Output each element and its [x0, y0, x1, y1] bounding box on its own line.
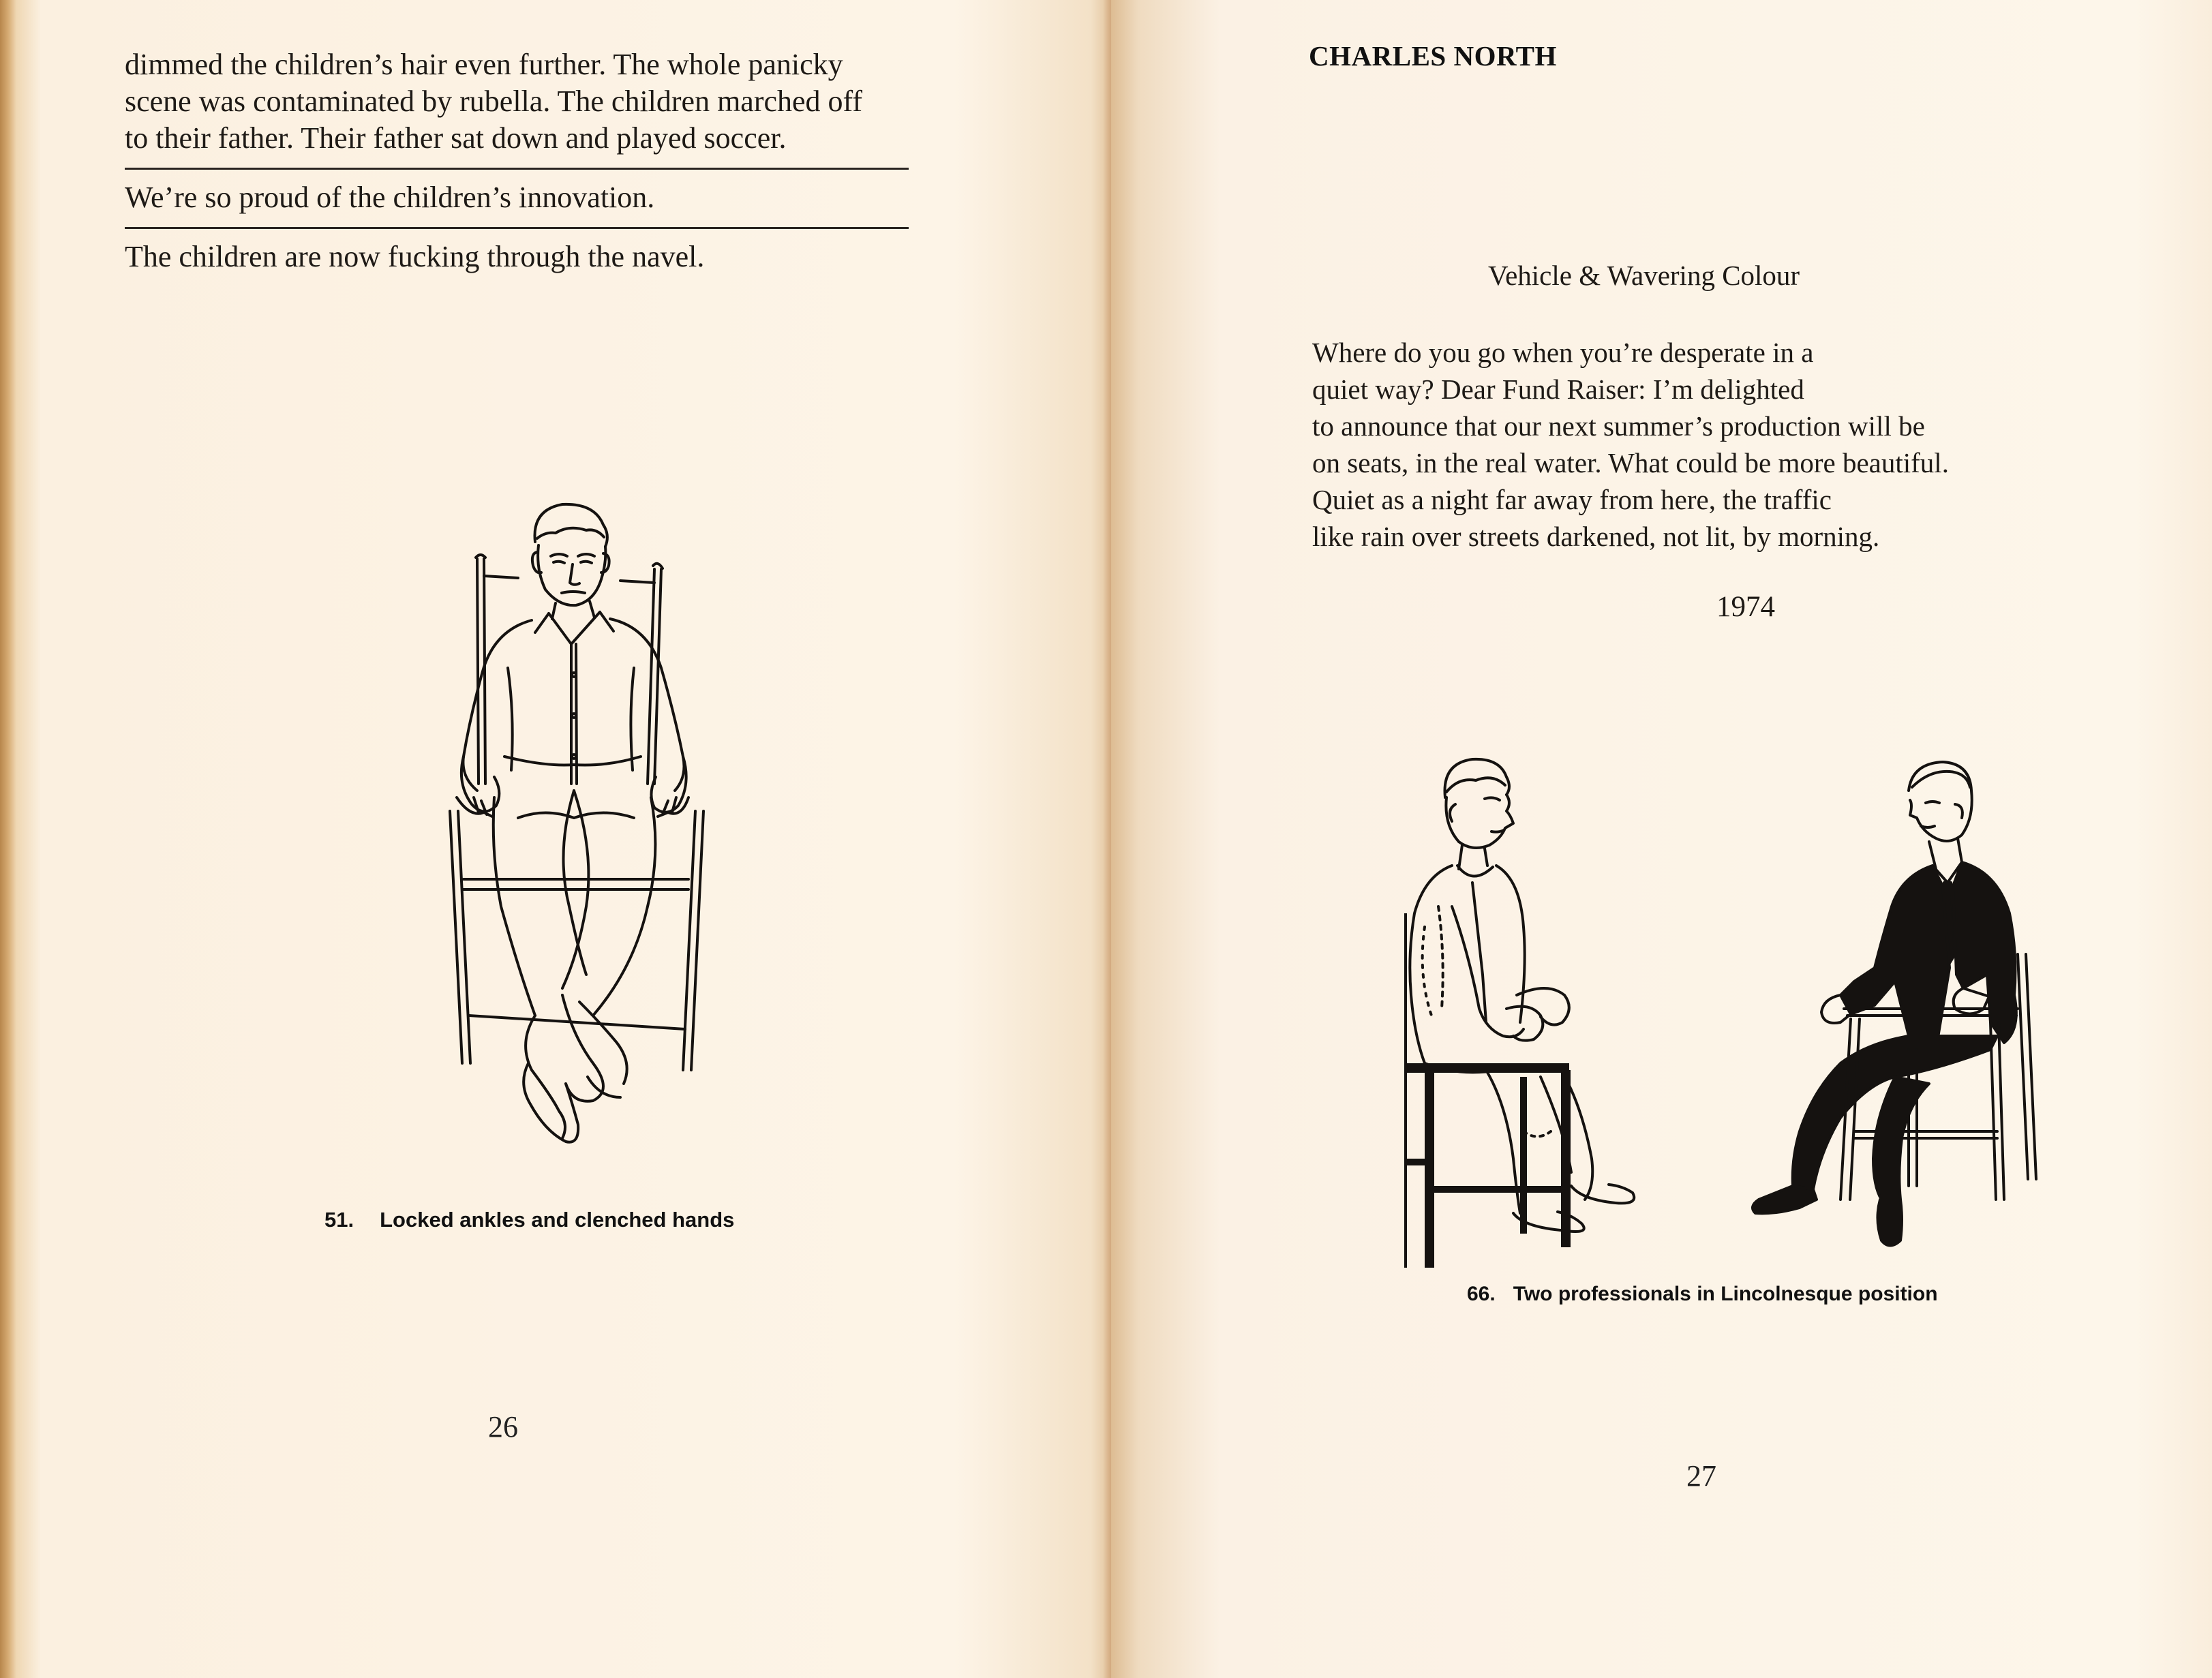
figure-caption: [324, 1208, 734, 1232]
divider-rule: [125, 227, 909, 229]
poem-line: Where do you go when you’re desperate in a: [1312, 337, 1814, 368]
prose-line: dimmed the children’s hair even further. The whole panicky: [125, 48, 843, 81]
prose-paragraph: We’re so proud of the children’s innovation.: [125, 181, 655, 214]
divider-rule: [125, 168, 909, 170]
poem-line: to announce that our next summer’s production will be: [1312, 410, 1925, 442]
page-number: 26: [488, 1410, 518, 1444]
poem-line: Quiet as a night far away from here, the traffic: [1312, 484, 1832, 515]
poem-line: quiet way? Dear Fund Raiser: I’m delighted: [1312, 373, 1804, 405]
figure-number: 66.: [1467, 1283, 1496, 1305]
poem-line: on seats, in the real water. What could be more beautiful.: [1312, 447, 1949, 478]
poem-line: like rain over streets darkened, not lit, by morning.: [1312, 521, 1880, 552]
left-prose: [125, 46, 970, 275]
seated-man-illustration: [416, 498, 750, 1193]
figure-number: 51.: [324, 1208, 354, 1232]
figure-caption-text: Two professionals in Lincolnesque position: [1513, 1283, 1938, 1305]
figure-caption-text: Locked ankles and clenched hands: [380, 1208, 735, 1232]
figure-caption: [1467, 1283, 1938, 1306]
poem-year: 1974: [1716, 591, 1775, 623]
prose-paragraph: The children are now fucking through the navel.: [125, 240, 705, 273]
poem-body: [1312, 334, 2185, 555]
author-heading: CHARLES NORTH: [1309, 40, 1557, 72]
poem-title: Vehicle & Wavering Colour: [1488, 260, 1800, 291]
two-seated-men-illustration: [1404, 750, 2072, 1268]
page-number: 27: [1686, 1459, 1716, 1493]
prose-line: scene was contaminated by rubella. The children marched off: [125, 85, 863, 118]
prose-line: to their father. Their father sat down and played soccer.: [125, 121, 787, 155]
